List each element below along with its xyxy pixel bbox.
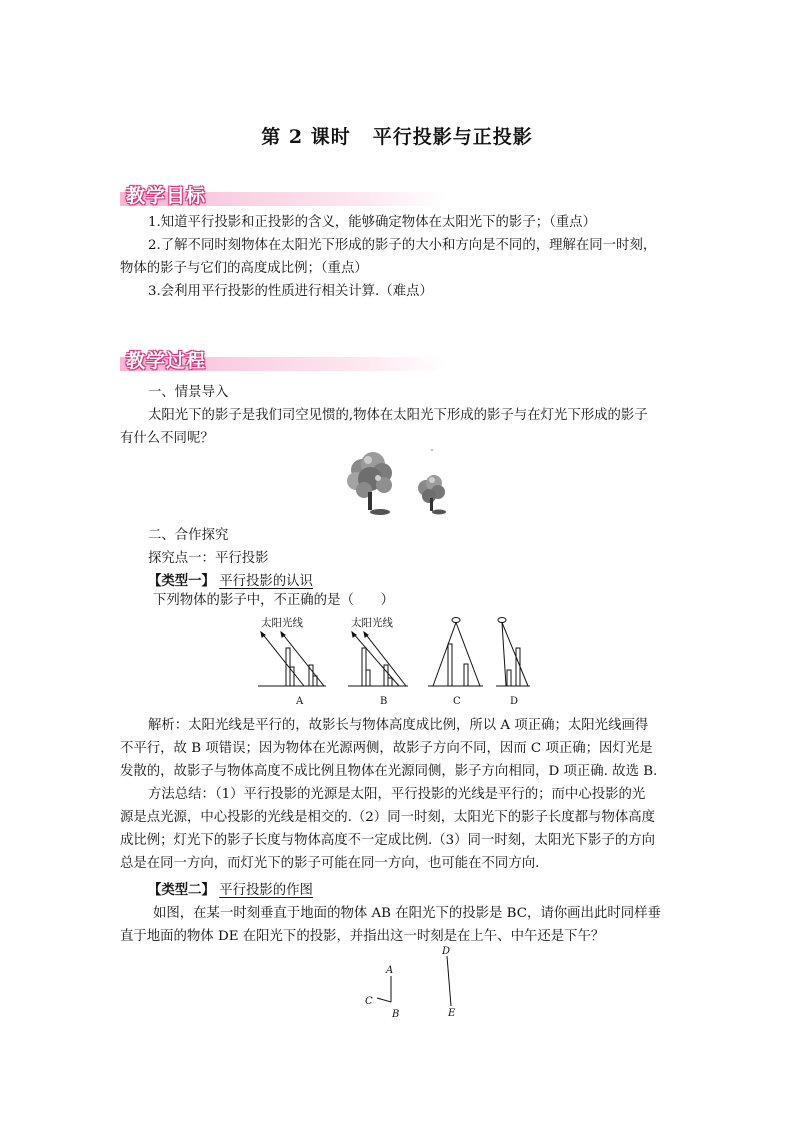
type1-tag: 【类型一】 <box>148 573 215 589</box>
page-title <box>0 122 794 149</box>
method-line-4: 总是在同一方向，而灯光下的影子可能在同一方向，也可能在不同方向. <box>120 856 540 871</box>
analysis-line-2: 不平行，故 B 项错误；因为物体在光源两侧，故影子方向不同，因而 C 项正确；因灯光是 <box>120 741 653 756</box>
objectives-banner-label: 教学目标 <box>126 185 207 207</box>
option-d-figure <box>496 618 530 687</box>
type1-title: 平行投影的认识 <box>219 574 313 589</box>
process-banner-label: 教学过程 <box>126 350 207 372</box>
type2-heading <box>148 879 313 902</box>
process-banner <box>120 347 446 375</box>
label-e: E <box>448 1008 456 1019</box>
type2-tag: 【类型二】 <box>148 882 215 898</box>
label-a: A <box>386 965 394 976</box>
sunlight-label-b: 太阳光线 <box>351 617 393 629</box>
lesson-topic: 平行投影与正投影 <box>372 126 533 148</box>
explore-point-1: 探究点一：平行投影 <box>148 551 269 566</box>
section-heading-explore: 二、合作探究 <box>148 528 229 543</box>
label-c: C <box>365 996 373 1007</box>
problem-line-1: 如图，在某一时刻垂直于地面的物体 AB 在阳光下的投影是 BC，请你画出此时同样垂 <box>153 906 661 921</box>
method-line-2: 源是点光源，中心投影的光线是相交的.（2）同一时刻，太阳光下的影子长度都与物体高度 <box>120 810 656 825</box>
sunlight-label-a: 太阳光线 <box>261 617 303 629</box>
type2-title: 平行投影的作图 <box>219 883 313 898</box>
label-d: D <box>442 946 451 957</box>
large-tree-icon <box>347 452 392 515</box>
lesson-number: 第 2 课时 <box>261 126 351 148</box>
problem-line-2: 直于地面的物体 DE 在阳光下的投影，并指出这一时刻是在上午、中午还是下午？ <box>120 929 605 944</box>
option-c-figure <box>428 618 483 687</box>
objective-1: 1.知道平行投影和正投影的含义，能够确定物体在太阳光下的影子；（重点） <box>148 215 596 230</box>
objectives-banner <box>120 182 446 210</box>
projection-diagram <box>355 940 475 1022</box>
option-b-figure <box>348 616 408 686</box>
intro-text-1: 太阳光下的影子是我们司空见惯的,物体在太阳光下形成的影子与在灯光下形成的影子 <box>148 408 648 423</box>
section-heading-intro: 一、情景导入 <box>148 385 229 400</box>
segment-de <box>447 956 451 1006</box>
option-a-figure <box>258 616 326 686</box>
objective-2-cont: 物体的影子与它们的高度成比例；（重点） <box>120 261 368 276</box>
option-d-label: D <box>510 696 519 707</box>
method-line-3: 成比例；灯光下的影子长度与物体高度不一定成比例.（3）同一时刻，太阳光下影子的方向 <box>120 833 656 848</box>
shadow-options-figure <box>258 612 530 712</box>
option-a-label: A <box>296 696 304 707</box>
small-tree-icon <box>418 449 446 515</box>
method-line-1: 方法总结：（1）平行投影的光源是太阳，平行投影的光线是平行的；而中心投影的光 <box>148 787 646 802</box>
question-text: 下列物体的影子中，不正确的是（ ） <box>153 593 395 608</box>
segment-bc <box>377 998 391 1002</box>
analysis-line-1: 解析：太阳光线是平行的，故影长与物体高度成比例，所以 A 项正确；太阳光线画得 <box>148 718 649 733</box>
analysis-line-3: 发散的，故影子与物体高度不成比例且物体在光源同侧，影子方向相同，D 项正确. 故选 B. <box>120 764 658 779</box>
trees-shadow-image <box>340 448 460 528</box>
option-c-label: C <box>453 696 461 707</box>
objective-3: 3.会利用平行投影的性质进行相关计算.（难点） <box>148 284 433 299</box>
label-b: B <box>392 1009 400 1020</box>
intro-text-2: 有什么不同呢？ <box>120 431 214 446</box>
objective-2: 2.了解不同时刻物体在太阳光下形成的影子的大小和方向是不同的，理解在同一时刻， <box>148 238 657 253</box>
option-b-label: B <box>380 696 388 707</box>
